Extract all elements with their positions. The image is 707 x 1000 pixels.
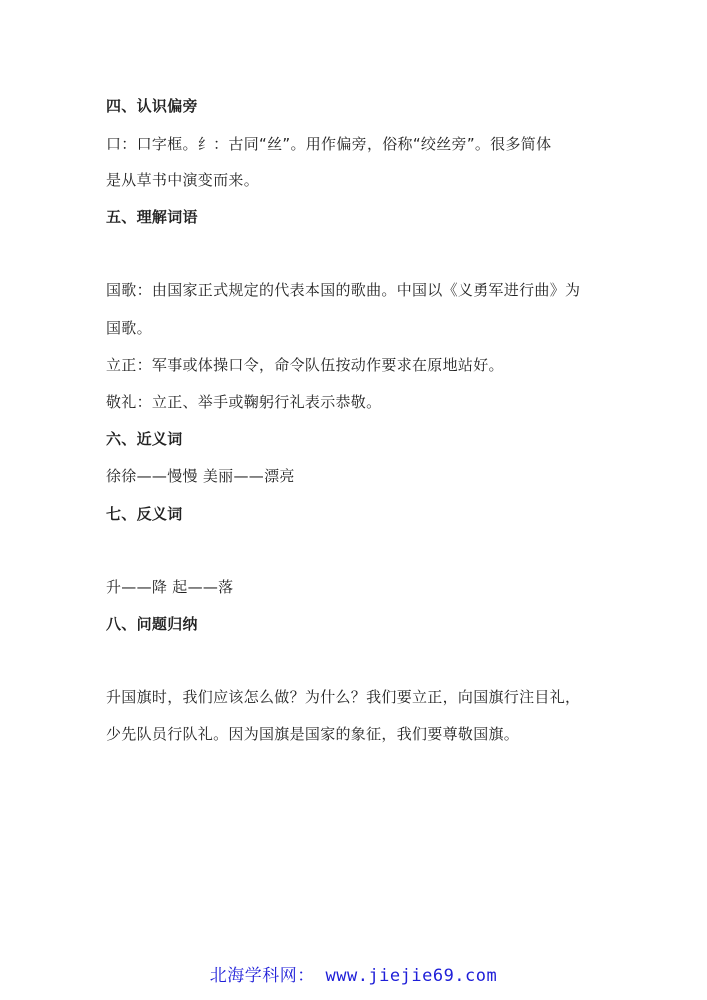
footer-watermark-link[interactable]: 北海学科网： www.jiejie69.com xyxy=(209,966,498,986)
summary-text-line-1: 升国旗时，我们应该怎么做？为什么？我们要立正，向国旗行注目礼， xyxy=(106,688,581,706)
heading-synonyms: 六、近义词 xyxy=(106,430,183,448)
heading-question-summary: 八、问题归纳 xyxy=(106,615,198,633)
words-text-line-3: 立正：军事或体操口令，命令队伍按动作要求在原地站好。 xyxy=(106,356,504,374)
summary-text-line-2: 少先队员行队礼。因为国旗是国家的象征，我们要尊敬国旗。 xyxy=(106,725,520,743)
heading-antonyms: 七、反义词 xyxy=(106,505,183,523)
synonyms-text: 徐徐——慢慢 美丽——漂亮 xyxy=(106,467,295,485)
radicals-text-line-2: 是从草书中演变而来。 xyxy=(106,171,260,189)
radicals-text-line-1: 口：口字框。纟：古同“丝”。用作偏旁，俗称“绞丝旁”。很多简体 xyxy=(106,135,552,153)
words-text-line-2: 国歌。 xyxy=(106,319,152,337)
words-text-line-4: 敬礼：立正、举手或鞠躬行礼表示恭敬。 xyxy=(106,393,382,411)
antonyms-text: 升——降 起——落 xyxy=(106,578,234,596)
words-text-line-1: 国歌：由国家正式规定的代表本国的歌曲。中国以《义勇军进行曲》为 xyxy=(106,281,581,299)
heading-understand-words: 五、理解词语 xyxy=(106,208,198,226)
heading-recognize-radicals: 四、认识偏旁 xyxy=(106,97,198,115)
